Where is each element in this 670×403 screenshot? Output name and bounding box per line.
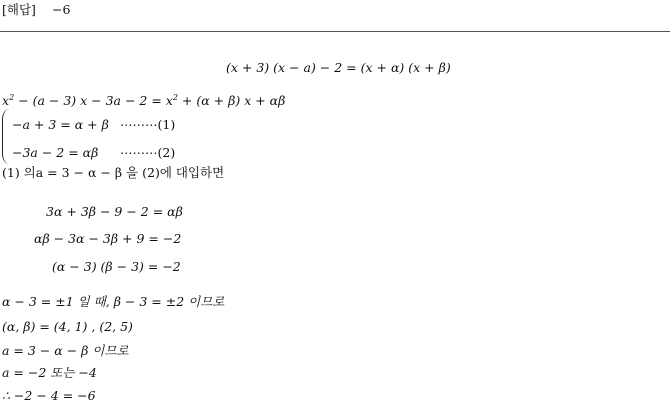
system-brace [2,109,9,164]
expanded-equation: $x^2 - (a - 3) x - 3a - 2 = x^2 + (\alpha + \beta) x + \alpha\beta$ [2,93,286,108]
given-equation: (x + 3) (x − a) − 2 = (x + α) (x + β) [226,60,451,75]
case-text: α − 3 = ±1 일 때, β − 3 = ±2 이므로 [2,294,225,309]
substitution-text: (1) 의a = 3 − α − β 을 (2)에 대입하면 [2,165,225,180]
pairs-text: (α, β) = (4, 1) , (2, 5) [2,319,133,334]
system-eq-2: −3a − 2 = αβ [12,145,99,160]
conclusion: ∴ −2 − 4 = −6 [2,388,96,403]
step-2: αβ − 3α − 3β + 9 = −2 [34,231,182,246]
system-ref-1: ⋯⋯⋯(1) [120,117,176,132]
step-1: 3α + 3β − 9 − 2 = αβ [46,204,183,219]
answer-label: [해답] [2,2,36,17]
divider [0,31,670,32]
answer-value: −6 [52,2,71,17]
system-eq-1: −a + 3 = α + β [12,117,109,132]
a-values: a = −2 또는 −4 [2,365,97,380]
a-expression: a = 3 − α − β 이므로 [2,343,129,358]
system-ref-2: ⋯⋯⋯(2) [120,145,176,160]
step-3: (α − 3) (β − 3) = −2 [52,259,181,274]
